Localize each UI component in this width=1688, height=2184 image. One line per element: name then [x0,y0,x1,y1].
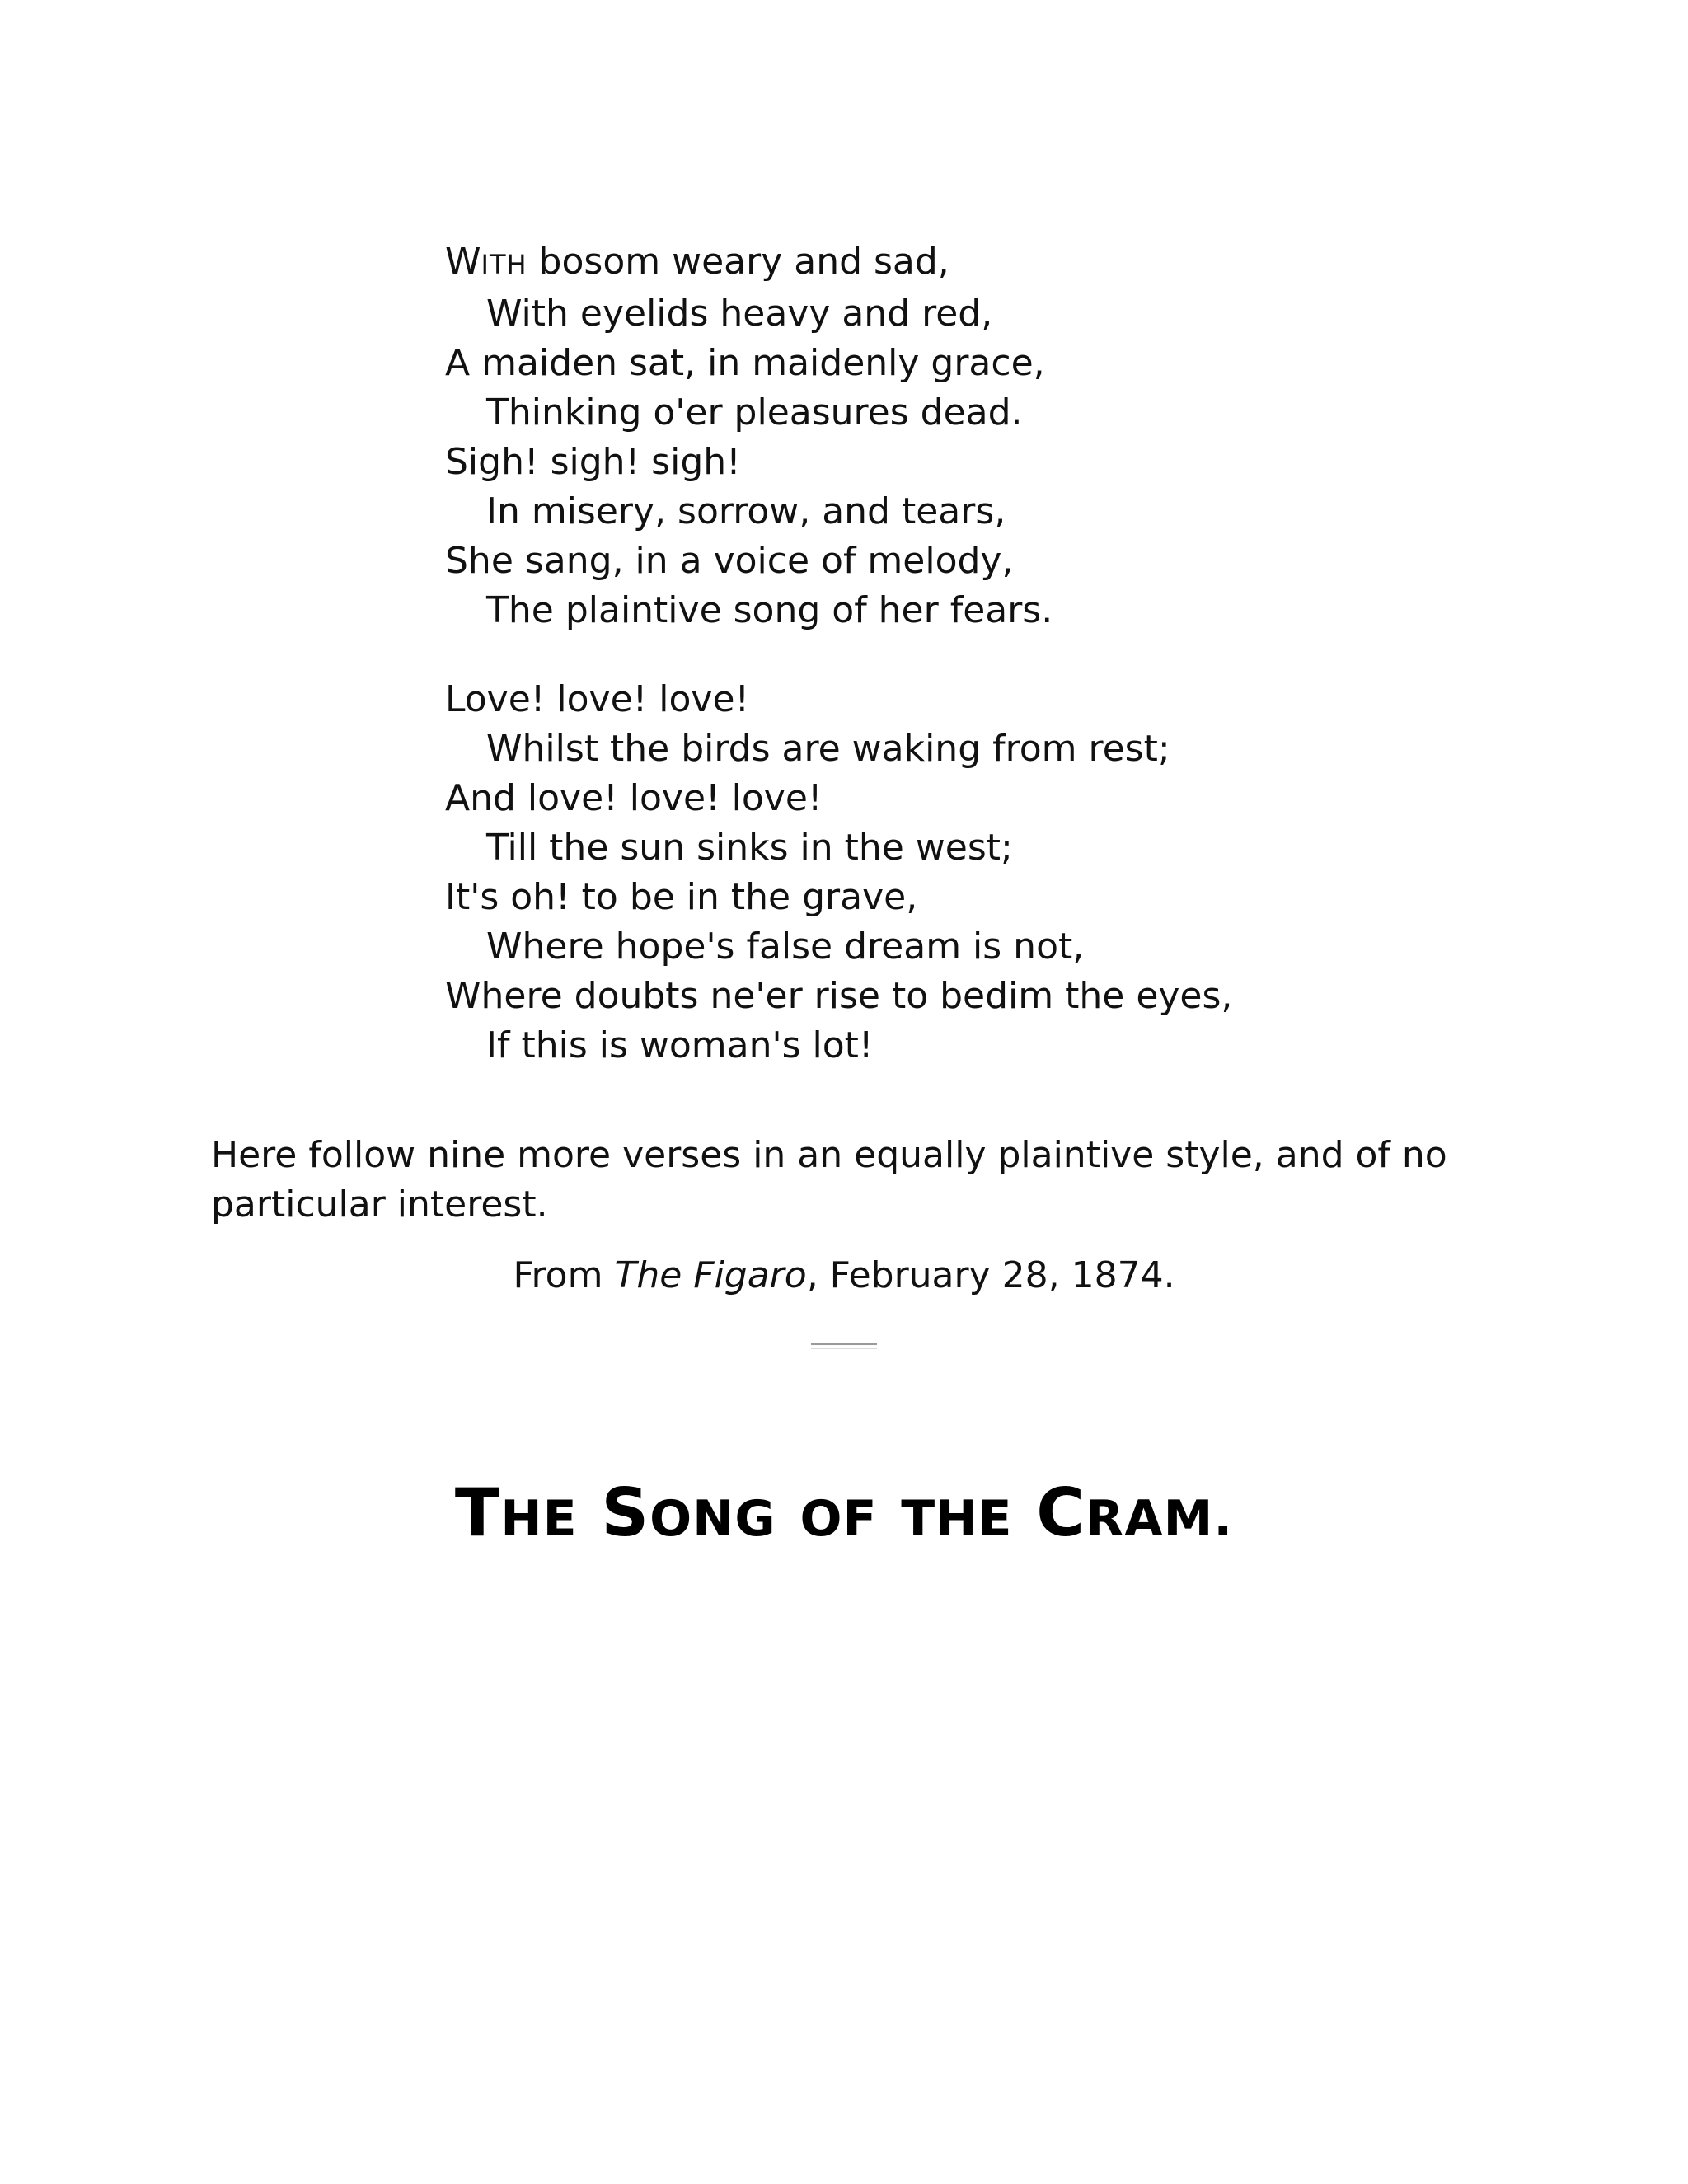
poem-line: With eyelids heavy and red, [486,293,993,335]
poem-line: If this is woman's lot! [486,1024,874,1066]
poem-line: She sang, in a voice of melody, [445,540,1014,582]
source-prefix: From [513,1254,615,1296]
source-date: , February 28, 1874. [806,1254,1175,1296]
stanza-2 [445,675,1517,1071]
heading-cap: T [454,1474,501,1551]
heading-small: THE [901,1489,1013,1548]
poem-line: Whilst the birds are waking from rest; [486,728,1170,770]
stanza-1 [445,237,1517,635]
heading-small: RAM. [1085,1489,1234,1548]
drop-cap: W [445,241,481,283]
poem-line: Thinking o'er pleasures dead. [486,391,1023,434]
poem-line: Love! love! love! [445,678,750,720]
source-citation [0,1251,1688,1301]
poem-line: Where doubts ne'er rise to bedim the eyes, [445,975,1233,1017]
heading-cap: S [601,1474,650,1551]
small-caps-word: ITH [481,249,528,280]
editorial-note: Here follow nine more verses in an equally plaintive style, and of no particular interest. [211,1134,1447,1226]
publication-title: The Figaro [614,1254,807,1296]
poem-line-text: bosom weary and sad, [527,241,950,283]
poem-line: A maiden sat, in maidenly grace, [445,342,1045,384]
poem-line [445,237,1517,289]
heading-small: OF [799,1489,878,1548]
poem-line: Till the sun sinks in the west; [486,827,1013,869]
heading-cap: C [1036,1474,1086,1551]
poem-line: Sigh! sigh! sigh! [445,441,741,483]
poem-line: Where hope's false dream is not, [486,926,1085,968]
section-heading [0,1472,1688,1560]
heading-small: ONG [649,1489,776,1548]
poem-line: It's oh! to be in the grave, [445,876,918,918]
poem-line: And love! love! love! [445,777,823,819]
heading-small: HE [500,1489,578,1548]
section-divider [811,1343,877,1349]
poem [445,237,1517,1110]
poem-line: The plaintive song of her fears. [486,589,1053,631]
poem-line: In misery, sorrow, and tears, [486,490,1006,532]
